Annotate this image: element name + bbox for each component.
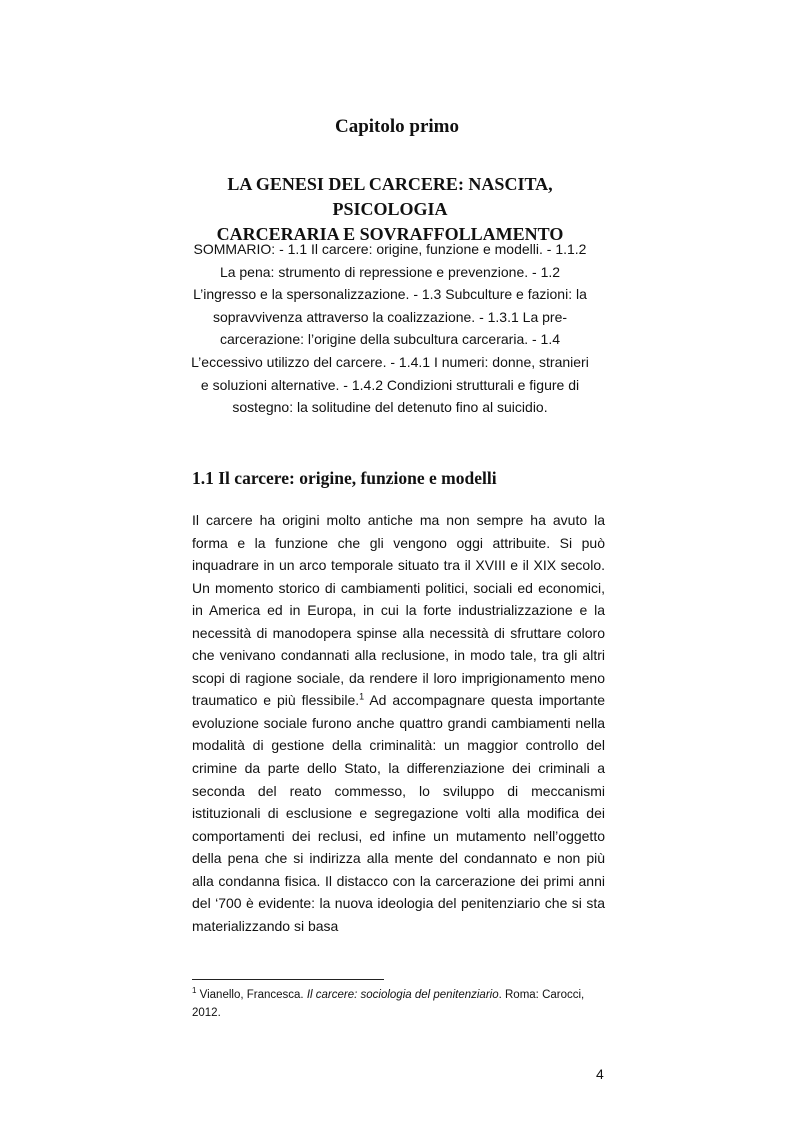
footnote-work-title: Il carcere: sociologia del penitenziario — [306, 989, 499, 1001]
footnote-separator — [192, 979, 384, 980]
body-text-part-2: Ad accompagnare questa importante evoluzione sociale furono anche quattro grandi cambiamenti nella modalità di gestione della criminalità: un maggior controllo del crimine da parte dello Stato, la differenziazione dei criminali a seconda del reato commesso, lo sviluppo di meccanismi istituzionali di esclusione e segregazione volti alla modifica dei comportamenti dei reclusi, ed infine un mutamento nell’oggetto della pena che si indirizza alla mente del condannato e non più alla condanna fisica. Il distacco con la carcerazione dei primi anni del ‘700 è evidente: la nuova ideologia del penitenziario che si sta materializzando si basa — [192, 692, 606, 934]
footnote-number: 1 — [192, 986, 197, 996]
footnote-publisher: . Roma: Carocci, 2012. — [192, 989, 585, 1019]
chapter-title — [175, 172, 605, 247]
section-heading: 1.1 Il carcere: origine, funzione e modelli — [192, 468, 497, 488]
chapter-title-line-2: CARCERARIA E SOVRAFFOLLAMENTO — [216, 224, 564, 244]
footnote-author: Vianello, Francesca. — [196, 989, 307, 1001]
footnote — [192, 987, 605, 1022]
footnote-reference[interactable]: 1 — [359, 691, 365, 702]
body-text-part-1: Il carcere ha origini molto antiche ma non sempre ha avuto la forma e la funzione che gli vengono oggi attribuite. Si può inquadrare in un arco temporale situato tra il XVIII e il XIX secolo. Un momento storico di cambiamenti politici, sociali ed economici, in America ed in Europa, in cui la forte industrializzazione e la necessità di manodopera spinse alla necessità di sfruttare coloro che venivano condannati alla reclusione, in modo tale, tra gli altri scopi di ragione sociale, da rendere il loro imprigionamento meno traumatico e più flessibile. — [192, 512, 605, 709]
body-paragraph — [192, 509, 605, 937]
chapter-title-line-1: LA GENESI DEL CARCERE: NASCITA, PSICOLOGIA — [227, 174, 553, 219]
chapter-summary: SOMMARIO: - 1.1 Il carcere: origine, funzione e modelli. - 1.1.2 La pena: strumento di repressione e prevenzione. - 1.2 L’ingresso e la spersonalizzazione. - 1.3 Subculture e fazioni: la sopravvivenza attraverso la coalizzazione. - 1.3.1 La pre-carcerazione: l’origine della subcultura carceraria. - 1.4 L’eccessivo utilizzo del carcere. - 1.4.1 I numeri: donne, stranieri e soluzioni alternative. - 1.4.2 Condizioni strutturali e figure di sostegno: la solitudine del detenuto fino al suicidio. — [191, 241, 589, 416]
page-number: 4 — [596, 1066, 604, 1082]
chapter-label: Capitolo primo — [334, 116, 460, 137]
